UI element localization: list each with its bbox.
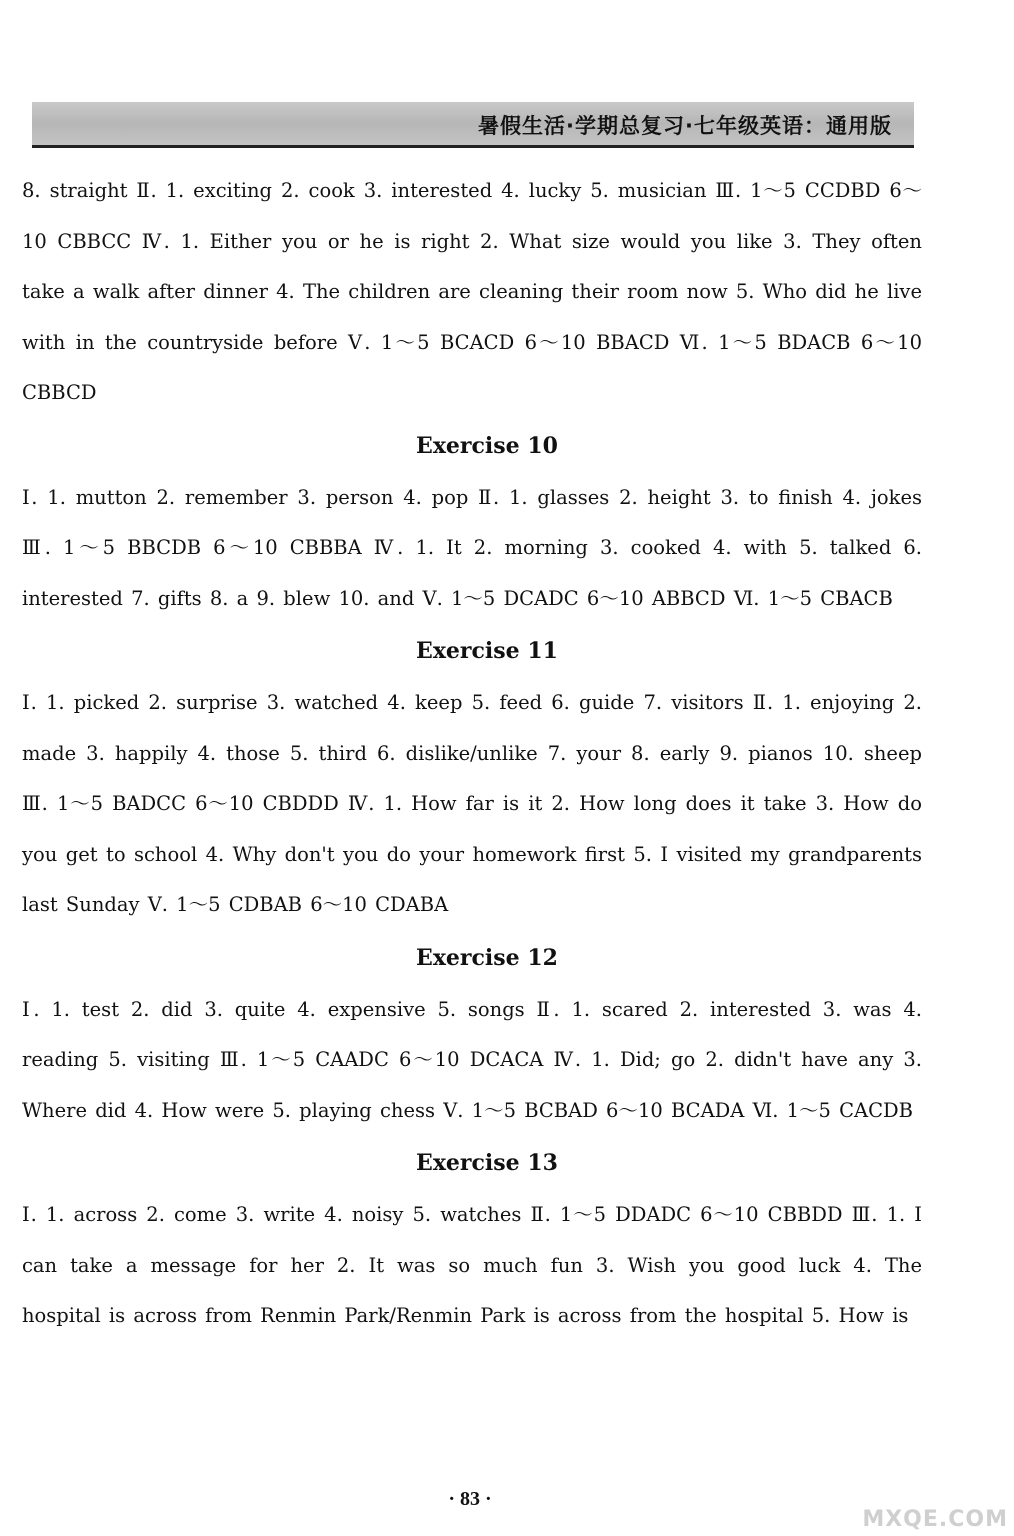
exercise-heading: Exercise 12 (416, 944, 558, 971)
header-title: 暑假生活·学期总复习·七年级英语：通用版 (478, 114, 892, 138)
watermark-logo: MXQE.COM (862, 1507, 1008, 1532)
exercise-answers: Ⅰ. 1. mutton 2. remember 3. person 4. pop Ⅱ. 1. glasses 2. height 3. to finish 4. jokes Ⅲ. 1～5 BBCDB 6～10 CBBBA Ⅳ. 1. It 2. morning 3. cooked 4. with 5. talked 6. interested 7. gifts 8. a 9. blew 10. and Ⅴ. 1～5 DCADC 6～10 ABBCD Ⅵ. 1～5 CBACB (22, 485, 922, 610)
exercise-10-section (22, 419, 922, 625)
exercise-answers: Ⅰ. 1. across 2. come 3. write 4. noisy 5. watches Ⅱ. 1～5 DDADC 6～10 CBBDD Ⅲ. 1. I can take a message for her 2. It was so much fun 3. Wish you good luck 4. The hospital is across from Renmin Park/Renmin Park is across from the hospital 5. How is (22, 1203, 922, 1327)
exercise-11-section (22, 624, 922, 931)
running-header (32, 102, 914, 148)
intro-answers: 8. straight Ⅱ. 1. exciting 2. cook 3. interested 4. lucky 5. musician Ⅲ. 1～5 CCDBD 6～10 CBBCC Ⅳ. 1. Either you or he is right 2. What size would you like 3. They often take a walk after dinner 4. The children are cleaning their room now 5. Who did he live with in the countryside before Ⅴ. 1～5 BCACD 6～10 BBACD Ⅵ. 1～5 BDACB 6～10 CBBCD (22, 179, 922, 404)
answer-content (22, 166, 922, 1342)
exercise-12-section (22, 931, 922, 1137)
exercise-answers: Ⅰ. 1. picked 2. surprise 3. watched 4. keep 5. feed 6. guide 7. visitors Ⅱ. 1. enjoying 2. made 3. happily 4. those 5. third 6. dislike/unlike 7. your 8. early 9. pianos 10. sheep Ⅲ. 1～5 BADCC 6～10 CBDDD Ⅳ. 1. How far is it 2. How long does it take 3. How do you get to school 4. Why don't you do your homework first 5. I visited my grandparents last Sunday Ⅴ. 1～5 CDBAB 6～10 CDABA (22, 691, 922, 916)
exercise-heading: Exercise 10 (416, 432, 558, 459)
exercise-13-section (22, 1136, 922, 1342)
exercise-heading: Exercise 11 (416, 638, 558, 664)
exercise-heading: Exercise 13 (416, 1150, 558, 1176)
page-number: · 83 · (448, 1488, 492, 1510)
exercise-answers: Ⅰ. 1. test 2. did 3. quite 4. expensive 5. songs Ⅱ. 1. scared 2. interested 3. was 4. reading 5. visiting Ⅲ. 1～5 CAADC 6～10 DCACA Ⅳ. 1. Did; go 2. didn't have any 3. Where did 4. How were 5. playing chess Ⅴ. 1～5 BCBAD 6～10 BCADA Ⅵ. 1～5 CACDB (22, 997, 922, 1122)
